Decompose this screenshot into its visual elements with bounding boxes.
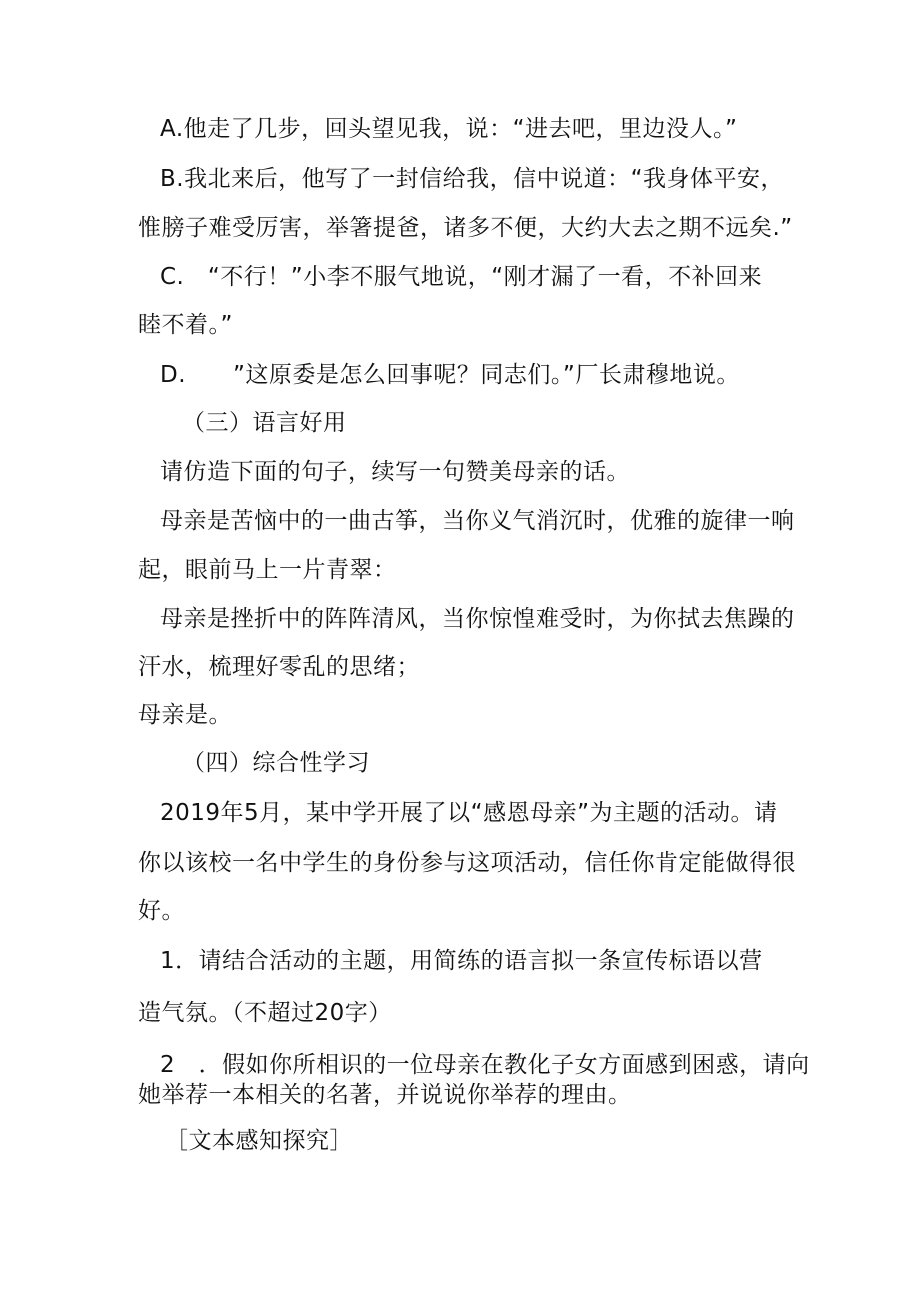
activity-intro-line-3: 好。 [138, 898, 185, 924]
question-2-line-1: 2 ．假如你所相识的一位母亲在教化子女方面感到困惑，请向 [160, 1052, 810, 1078]
fill-in-line: 母亲是。 [138, 702, 232, 728]
question-2-line-2: 她举荐一本相关的名著，并说说你举荐的理由。 [138, 1082, 632, 1108]
option-c-line-1: C. “不行！”小李不服气地说，“刚才漏了一看，不补回来 [160, 264, 763, 290]
example-2-line-2: 汗水，梳理好零乱的思绪； [138, 654, 420, 680]
activity-intro-line-2: 你以该校一名中学生的身份参与这项活动，信任你肯定能做得很 [138, 850, 796, 876]
option-b-line-1: B.我北来后，他写了一封信给我，信中说道：“我身体平安， [160, 166, 785, 192]
section-heading-4: （四）综合性学习 [182, 750, 370, 776]
example-2-line-1: 母亲是挫折中的阵阵清风，当你惊惶难受时，为你拭去焦躁的 [160, 606, 795, 632]
option-a: A.他走了几步，回头望见我，说：“进去吧，里边没人。” [160, 116, 738, 142]
activity-intro-line-1: 2019年5月，某中学开展了以“感恩母亲”为主题的活动。请 [160, 800, 778, 826]
section-heading-text-exploration: ［文本感知探究］ [165, 1128, 353, 1154]
question-1-line-1: 1．请结合活动的主题，用简练的语言拟一条宣传标语以营 [160, 948, 763, 974]
example-1-line-2: 起，眼前马上一片青翠： [138, 557, 397, 583]
option-c-line-2: 睦不着。” [138, 312, 233, 338]
instruction-text: 请仿造下面的句子，续写一句赞美母亲的话。 [160, 459, 630, 485]
question-1-line-2: 造气氛。（不超过20字） [138, 1000, 392, 1026]
section-heading-3: （三）语言好用 [182, 410, 347, 436]
option-b-line-2: 惟膀子难受厉害，举箸提爸，诸多不便，大约大去之期不远矣.” [138, 215, 793, 241]
example-1-line-1: 母亲是苦恼中的一曲古筝，当你义气消沉时，优雅的旋律一响 [160, 508, 795, 534]
option-d: D. ”这原委是怎么回事呢？同志们。”厂长肃穆地说。 [160, 362, 740, 388]
